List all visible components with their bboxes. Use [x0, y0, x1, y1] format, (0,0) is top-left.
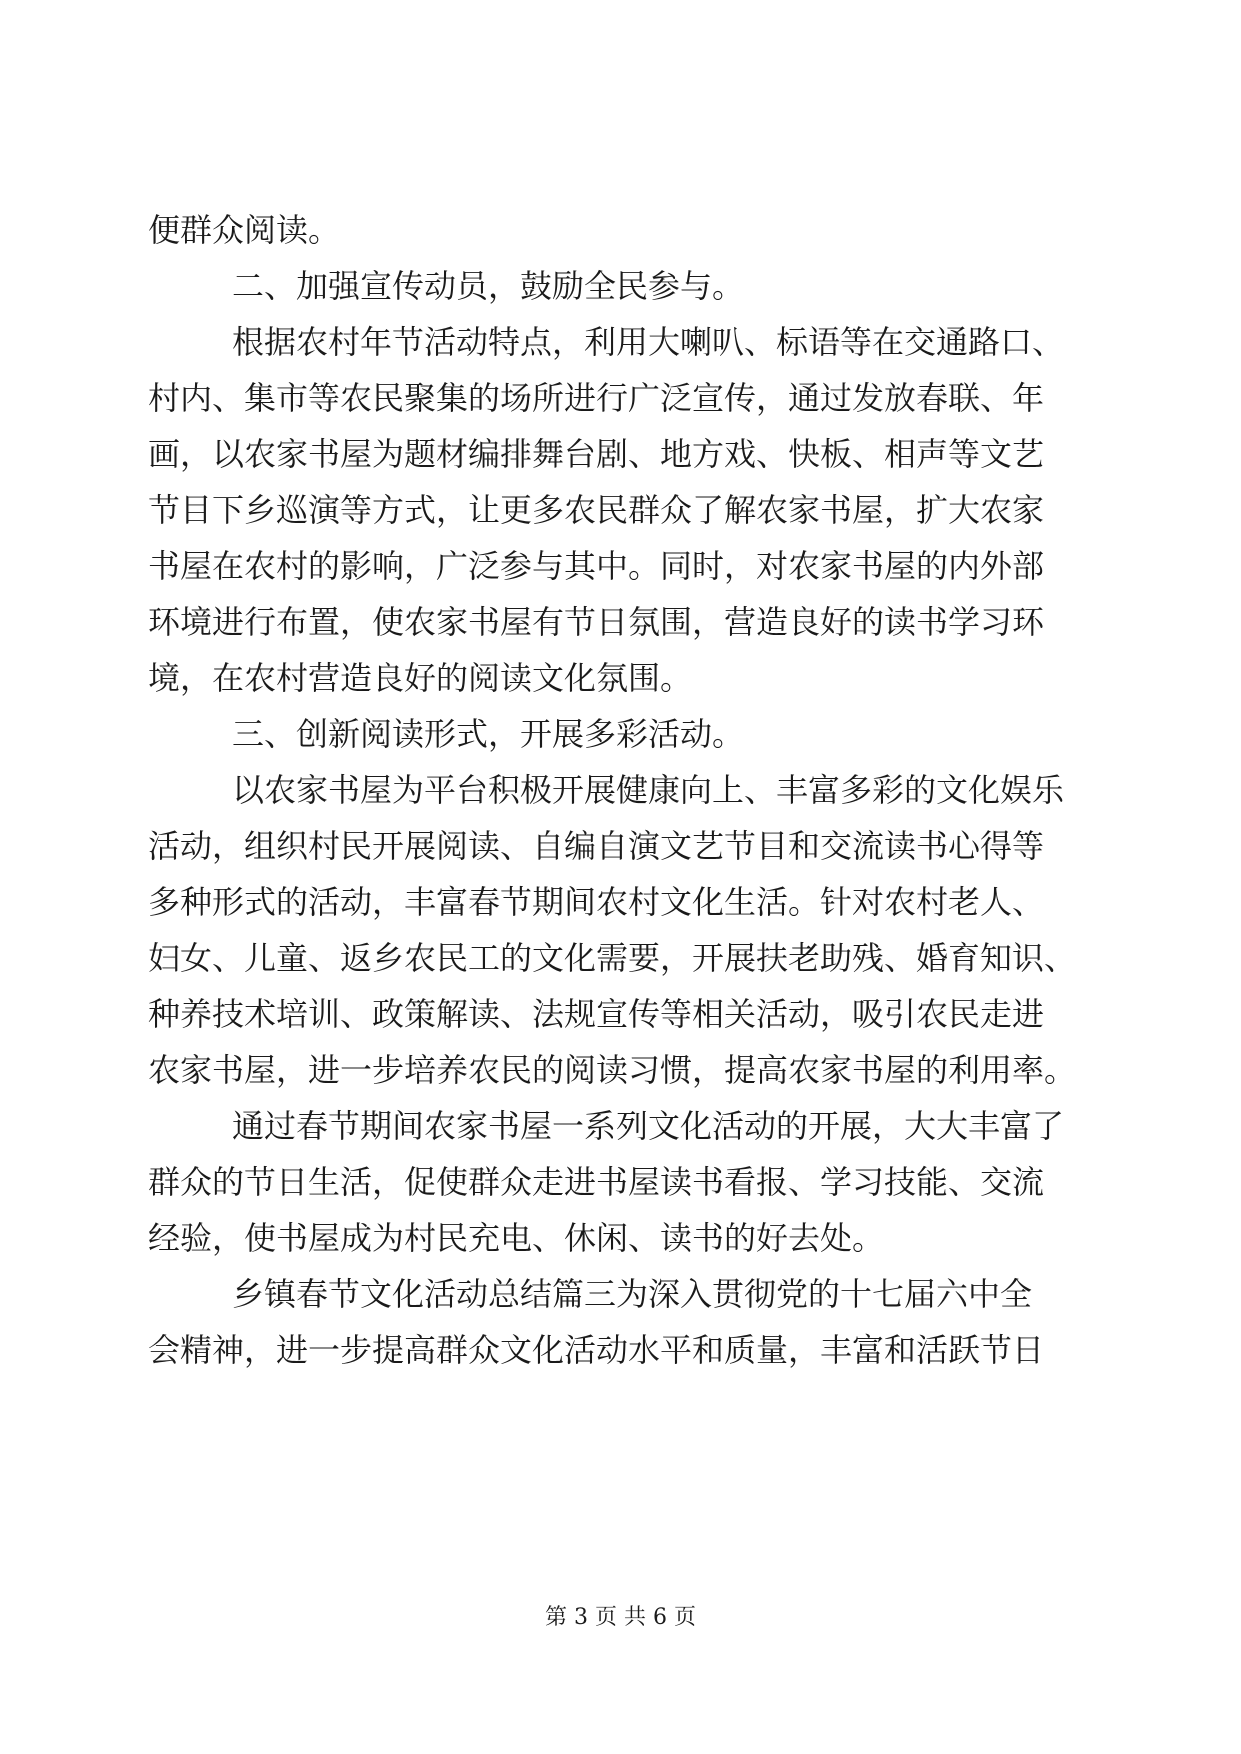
body-text-line: 便群众阅读。 [148, 211, 341, 249]
body-text-line: 节目下乡巡演等方式，让更多农民群众了解农家书屋，扩大农家 [148, 491, 1045, 529]
body-text-line: 会精神，进一步提高群众文化活动水平和质量，丰富和活跃节日 [148, 1331, 1045, 1369]
section-heading-2: 二、加强宣传动员，鼓励全民参与。 [232, 267, 745, 305]
body-text-line: 书屋在农村的影响，广泛参与其中。同时，对农家书屋的内外部 [148, 547, 1045, 585]
body-text-line: 群众的节日生活，促使群众走进书屋读书看报、学习技能、交流 [148, 1163, 1045, 1201]
body-text-line: 通过春节期间农家书屋一系列文化活动的开展，大大丰富了 [232, 1107, 1065, 1145]
body-text-line: 乡镇春节文化活动总结篇三为深入贯彻党的十七届六中全 [232, 1275, 1033, 1313]
body-text-line: 种养技术培训、政策解读、法规宣传等相关活动，吸引农民走进 [148, 995, 1045, 1033]
body-text-line: 妇女、儿童、返乡农民工的文化需要，开展扶老助残、婚育知识、 [148, 939, 1077, 977]
body-text-line: 经验，使书屋成为村民充电、休闲、读书的好去处。 [148, 1219, 885, 1257]
body-text-line: 环境进行布置，使农家书屋有节日氛围，营造良好的读书学习环 [148, 603, 1045, 641]
body-text-line: 农家书屋，进一步培养农民的阅读习惯，提高农家书屋的利用率。 [148, 1051, 1077, 1089]
body-text-line: 画，以农家书屋为题材编排舞台剧、地方戏、快板、相声等文艺 [148, 435, 1045, 473]
body-text-line: 境，在农村营造良好的阅读文化氛围。 [148, 659, 693, 697]
body-text-line: 以农家书屋为平台积极开展健康向上、丰富多彩的文化娱乐 [232, 771, 1065, 809]
body-text-line: 多种形式的活动，丰富春节期间农村文化生活。针对农村老人、 [148, 883, 1045, 921]
section-heading-3: 三、创新阅读形式，开展多彩活动。 [232, 715, 745, 753]
body-text-line: 村内、集市等农民聚集的场所进行广泛宣传，通过发放春联、年 [148, 379, 1045, 417]
body-text-line: 根据农村年节活动特点，利用大喇叭、标语等在交通路口、 [232, 323, 1065, 361]
page-number-footer: 第 3 页 共 6 页 [545, 1605, 696, 1630]
body-text-line: 活动，组织村民开展阅读、自编自演文艺节目和交流读书心得等 [148, 827, 1045, 865]
